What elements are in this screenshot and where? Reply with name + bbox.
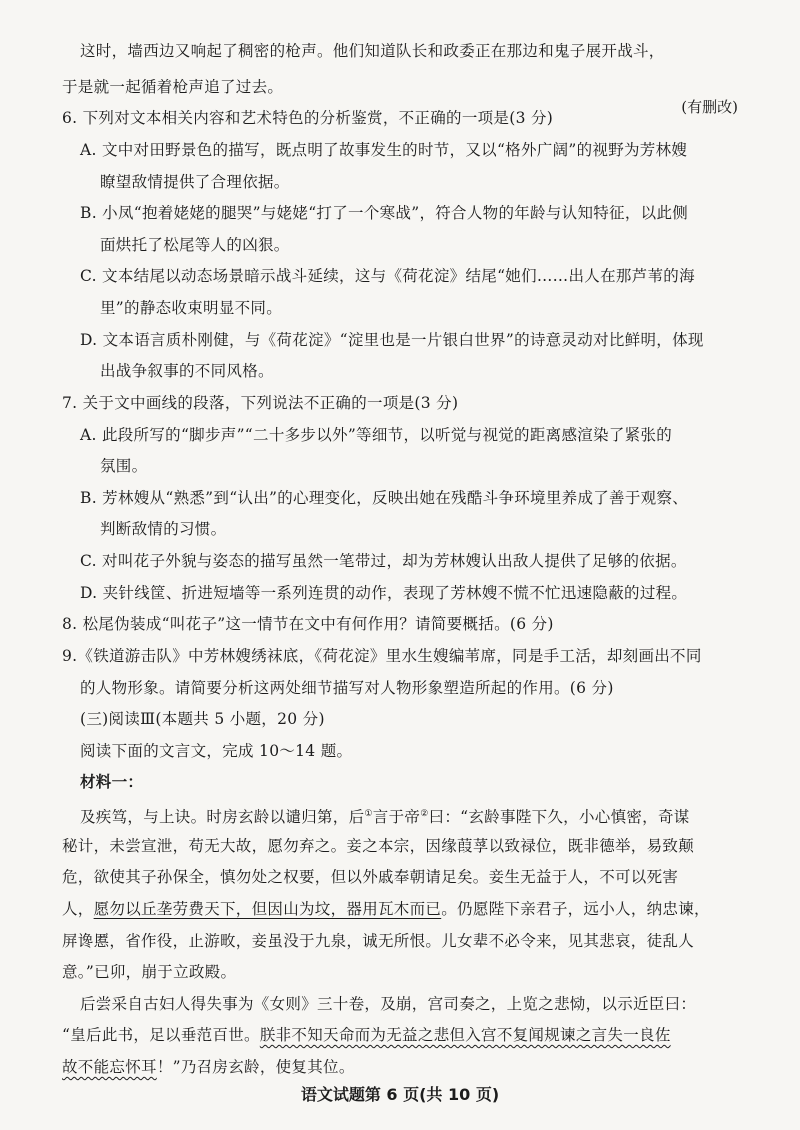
question-8-stem: 8. 松尾伪装成“叫花子”这一情节在文中有何作用？请简要概括。(6 分) bbox=[62, 615, 554, 633]
material-text: “皇后此书，足以垂范百世。 bbox=[62, 1026, 260, 1044]
underlined-sentence: 朕非不知天命而为无益之悲但入宫不复闻规谏之言失一良佐 bbox=[259, 1026, 671, 1044]
material-line: 屏谗慝，省作役，止游畋，妾虽没于九泉，诚无所恨。儿女辈不必令来，见其悲哀，徒乱人 bbox=[62, 932, 695, 950]
q7-option-a: A. 此段所写的“脚步声”“二十多步以外”等细节，以听觉与视觉的距离感渲染了紧张的 bbox=[80, 426, 673, 444]
q6-option-a-cont: 瞭望敌情提供了合理依据。 bbox=[100, 173, 290, 191]
material-line bbox=[62, 1024, 752, 1046]
edit-note: (有删改) bbox=[681, 98, 738, 116]
material-line: 后尝采自古妇人得失事为《女则》三十卷，及崩，宫司奏之，上览之悲恸，以示近臣曰： bbox=[80, 995, 697, 1013]
footnote-mark: ② bbox=[420, 809, 429, 819]
question-9-line: 的人物形象。请简要分析这两处细节描写对人物形象塑造所起的作用。(6 分) bbox=[80, 679, 614, 697]
passage-line: 这时，墙西边又响起了稠密的枪声。他们知道队长和政委正在那边和鬼子展开战斗， bbox=[80, 42, 665, 60]
material-text: 。仍愿陛下亲君子，远小人，纳忠谏， bbox=[441, 900, 710, 918]
material-text: ！”乃召房玄龄，使复其位。 bbox=[156, 1058, 355, 1076]
material-text: 言于帝 bbox=[372, 808, 421, 827]
material-label: 材料一： bbox=[80, 772, 144, 791]
page-footer: 语文试题第 6 页(共 10 页) bbox=[300, 1085, 500, 1104]
material-line: 秘计，未尝宣泄，苟无大故，愿勿弃之。妾之本宗，因缘葭莩以致禄位，既非德举，易致颠 bbox=[62, 837, 695, 855]
underlined-sentence: 愿勿以丘垄劳费天下，但因山为坟，器用瓦木而已 bbox=[93, 900, 442, 918]
q7-option-a-cont: 氛围。 bbox=[100, 457, 148, 475]
question-7-stem: 7. 关于文中画线的段落，下列说法不正确的一项是(3 分) bbox=[62, 394, 459, 412]
q7-option-b: B. 芳林嫂从“熟悉”到“认出”的心理变化，反映出她在残酷斗争环境里养成了善于观察、 bbox=[80, 489, 689, 507]
q7-option-c: C. 对叫花子外貌与姿态的描写虽然一笔带过，却为芳林嫂认出敌人提供了足够的依据。 bbox=[80, 552, 687, 570]
material-text: 曰：“玄龄事陛下久，小心慎密，奇谋 bbox=[428, 808, 690, 827]
material-text: 及疾笃，与上诀。时房玄龄以谴归第，后 bbox=[80, 808, 365, 827]
footnote-mark: ① bbox=[364, 809, 373, 819]
q6-option-b: B. 小凤“抱着姥姥的腿哭”与姥姥“打了一个寒战”，符合人物的年龄与认知特征，以此侧 bbox=[80, 204, 689, 222]
material-text: 人， bbox=[62, 900, 94, 918]
q6-option-c: C. 文本结尾以动态场景暗示战斗延续，这与《荷花淀》结尾“她们……出人在那芦苇的海 bbox=[80, 267, 695, 285]
q6-option-d-cont: 出战争叙事的不同风格。 bbox=[100, 362, 274, 380]
q6-option-c-cont: 里”的静态收束明显不同。 bbox=[100, 299, 283, 317]
question-6-stem: 6. 下列对文本相关内容和艺术特色的分析鉴赏，不正确的一项是(3 分) bbox=[62, 109, 554, 127]
q6-option-d: D. 文本语言质朴刚健，与《荷花淀》“淀里也是一片银白世界”的诗意灵动对比鲜明，体现 bbox=[80, 331, 704, 349]
material-line bbox=[80, 803, 752, 828]
material-line bbox=[62, 1056, 752, 1078]
section-heading: (三)阅读Ⅲ(本题共 5 小题，20 分) bbox=[80, 710, 325, 728]
material-line: 意。”已卯，崩于立政殿。 bbox=[62, 963, 237, 981]
question-9-line: 9.《铁道游击队》中芳林嫂绣袜底，《荷花淀》里水生嫂编苇席，同是手工活，却刻画出不同 bbox=[62, 647, 702, 665]
material-line: 危，欲使其子孙保全，慎勿处之权要，但以外戚奉朝请足矣。妾生无益于人，不可以死害 bbox=[62, 868, 679, 886]
material-line bbox=[62, 898, 752, 920]
q7-option-b-cont: 判断敌情的习惯。 bbox=[100, 520, 227, 538]
q6-option-a: A. 文中对田野景色的描写，既点明了故事发生的时节，又以“格外广阔”的视野为芳林嫂 bbox=[80, 141, 688, 159]
passage-line: 于是就一起循着枪声追了过去。 bbox=[62, 78, 284, 96]
underlined-sentence: 故不能忘怀耳 bbox=[62, 1058, 157, 1076]
section-instruction: 阅读下面的文言文，完成 10～14 题。 bbox=[80, 742, 353, 760]
q7-option-d: D. 夹针线筐、折进短墙等一系列连贯的动作，表现了芳林嫂不慌不忙迅速隐蔽的过程。 bbox=[80, 584, 688, 602]
q6-option-b-cont: 面烘托了松尾等人的凶狠。 bbox=[100, 236, 290, 254]
